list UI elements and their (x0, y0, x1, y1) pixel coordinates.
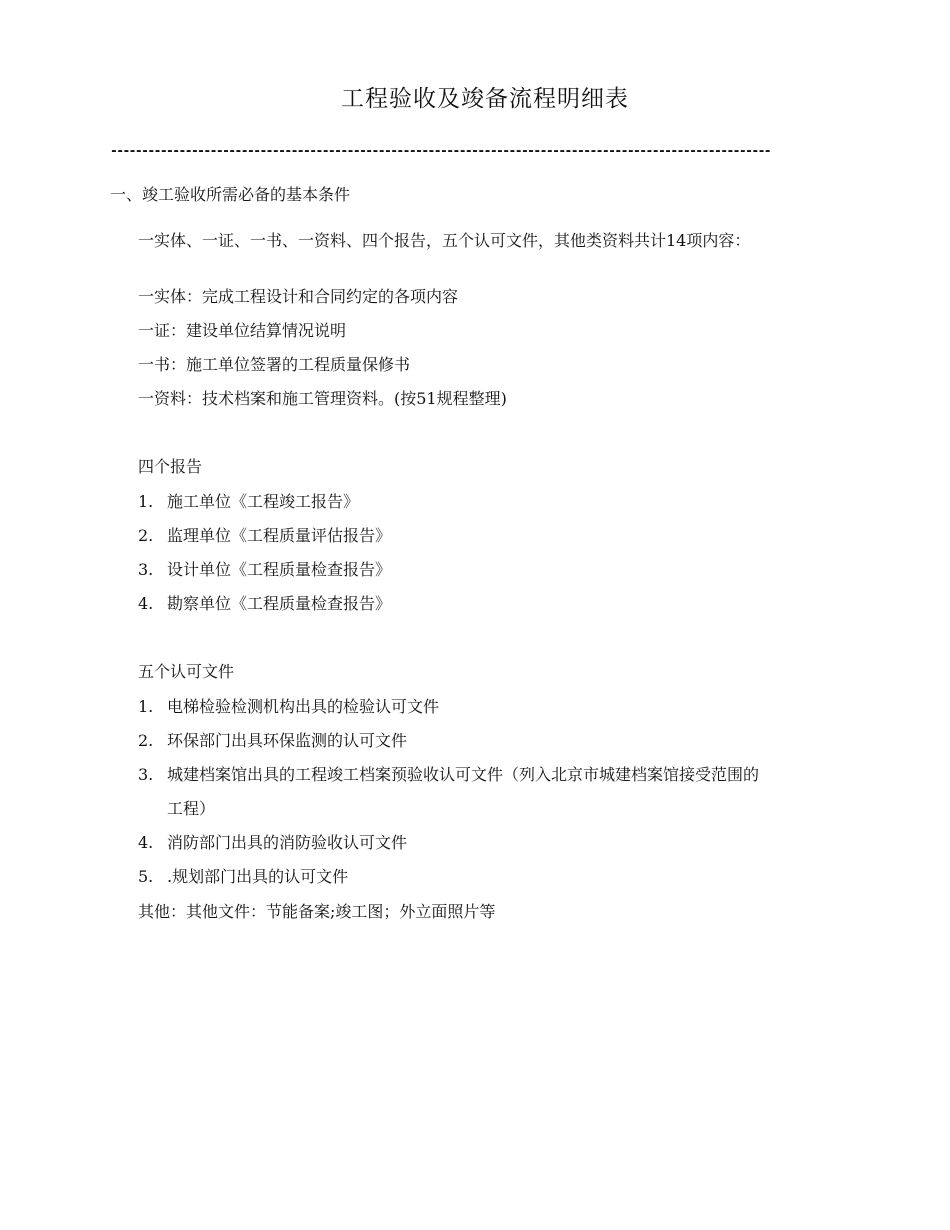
list-number: 1. (138, 492, 154, 511)
report-item (138, 491, 359, 513)
list-text: 电梯检验检测机构出具的检验认可文件 (167, 697, 440, 716)
list-text: 施工单位《工程竣工报告》 (167, 492, 360, 511)
section-heading: 一、竣工验收所需必备的基本条件 (110, 185, 351, 204)
other-documents: 其他：其他文件：节能备案;竣工图；外立面照片等 (138, 902, 496, 921)
list-number: 2. (138, 731, 154, 750)
reports-heading: 四个报告 (138, 457, 203, 476)
list-text: 设计单位《工程质量检查报告》 (167, 560, 392, 579)
approval-item (138, 764, 759, 786)
list-number: 4. (138, 833, 154, 852)
list-number: 2. (138, 526, 154, 545)
list-text: .规划部门出具的认可文件 (167, 867, 349, 886)
approvals-heading: 五个认可文件 (138, 662, 235, 681)
list-number: 3. (138, 765, 154, 784)
basic-item-entity: 一实体：完成工程设计和合同约定的各项内容 (138, 287, 459, 306)
list-text: 监理单位《工程质量评估报告》 (167, 526, 392, 545)
basic-item-warranty: 一书：施工单位签署的工程质量保修书 (138, 355, 411, 374)
approval-item (138, 832, 407, 854)
basic-item-certificate: 一证：建设单位结算情况说明 (138, 321, 347, 340)
list-number: 1. (138, 697, 154, 716)
list-text: 环保部门出具环保监测的认可文件 (167, 731, 408, 750)
page-title: 工程验收及竣备流程明细表 (341, 86, 629, 112)
list-number: 5. (138, 867, 154, 886)
list-text: 消防部门出具的消防验收认可文件 (167, 833, 408, 852)
approval-item (138, 696, 439, 718)
list-text: 城建档案馆出具的工程竣工档案预验收认可文件（列入北京市城建档案馆接受范围的 (167, 765, 760, 784)
approval-item (138, 730, 407, 752)
report-item (138, 525, 391, 547)
list-number: 3. (138, 560, 154, 579)
list-number: 4. (138, 594, 154, 613)
section-intro: 一实体、一证、一书、一资料、四个报告，五个认可文件，其他类资料共计14项内容： (138, 231, 751, 250)
dashed-divider: ---------------------------------------------------------------------------------------------------------- (110, 144, 771, 159)
report-item (138, 593, 391, 615)
approval-item-continuation: 工程） (167, 799, 216, 818)
list-text: 勘察单位《工程质量检查报告》 (167, 594, 392, 613)
report-item (138, 559, 391, 581)
basic-item-records: 一资料：技术档案和施工管理资料。(按51规程整理) (138, 389, 507, 408)
approval-item (138, 866, 348, 888)
